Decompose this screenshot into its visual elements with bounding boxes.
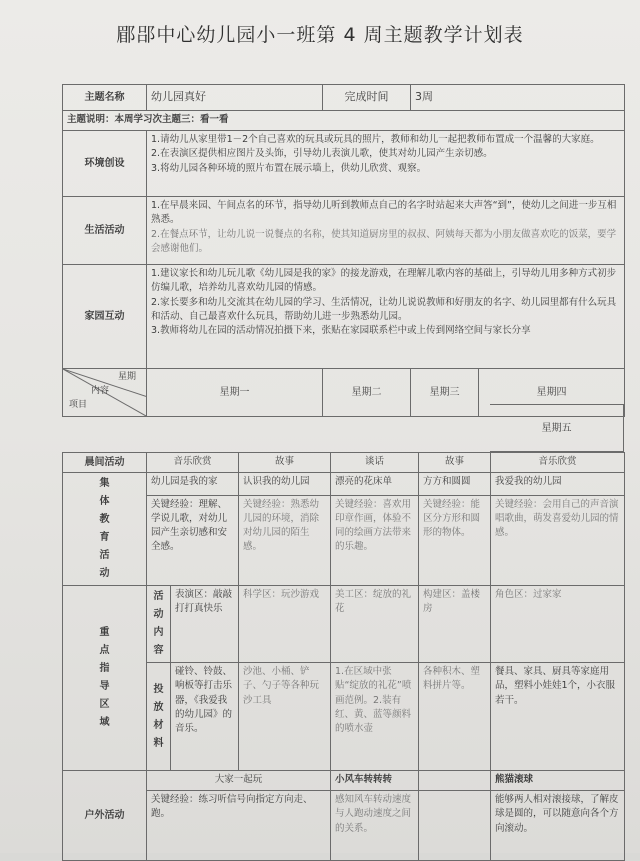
morning-fri: 音乐欣赏 bbox=[491, 453, 625, 473]
group-body-tue: 关键经验：熟悉幼儿园的环境，消除对幼儿园的陌生感。 bbox=[239, 495, 331, 585]
weekday-tuesday: 星期二 bbox=[323, 369, 411, 417]
plan-table bbox=[62, 84, 625, 417]
zone-content-wed: 美工区：绽放的礼花 bbox=[331, 586, 419, 663]
focus-zone-label: 重 点 指 导 区 域 bbox=[63, 586, 147, 771]
outdoor-body-wed: 感知风车转动速度与人跑动速度之间的关系。 bbox=[331, 791, 419, 861]
group-title-tue: 认识我的幼儿园 bbox=[239, 473, 331, 496]
content-sub-label: 活 动 内 容 bbox=[147, 586, 171, 663]
outdoor-title-wed: 小风车转转转 bbox=[331, 771, 419, 791]
outdoor-body-fri: 能够两人相对滚接球，了解皮球是圆的，可以随意向各个方向滚动。 bbox=[491, 791, 625, 861]
env-line: 2.在表演区提供相应图片及头饰，引导幼儿表演儿歌，使其对幼儿园产生亲切感。 bbox=[151, 148, 493, 160]
weekday-thursday: 星期四 bbox=[479, 369, 625, 417]
env-row bbox=[63, 131, 625, 197]
zone-content-thu: 构建区：盖楼房 bbox=[419, 586, 491, 663]
zone-material-mon: 碰铃、铃鼓、响板等打击乐器，《我爱我的幼儿园》的音乐。 bbox=[171, 663, 239, 771]
outdoor-title-row bbox=[63, 771, 625, 791]
morning-tue: 故事 bbox=[239, 453, 331, 473]
zone-material-tue: 沙池、小桶、铲子、勺子等各种玩沙工具 bbox=[239, 663, 331, 771]
zone-content-row bbox=[63, 586, 625, 663]
home-line: 2.家长要多和幼儿交流其在幼儿园的学习、生活情况，让幼儿说说教师和好朋友的名字、幼儿园里都有什么玩具和活动、自己最喜欢什么玩具，帮助幼儿进一步熟悉幼儿园。 bbox=[151, 296, 617, 322]
env-content bbox=[147, 131, 625, 197]
weekday-monday: 星期一 bbox=[147, 369, 323, 417]
life-line: 2.在餐点环节，让幼儿说一说餐点的名称，使其知道厨房里的叔叔、阿姨每天都为小朋友做喜欢吃的饭菜，要学会感谢他们。 bbox=[151, 228, 617, 254]
morning-label: 晨间活动 bbox=[63, 453, 147, 473]
life-row bbox=[63, 197, 625, 265]
outdoor-title-fri: 熊猫滚球 bbox=[491, 771, 625, 791]
outdoor-body-mon: 关键经验：练习听信号向指定方向走、跑。 bbox=[147, 791, 331, 861]
group-body-row bbox=[63, 495, 625, 585]
outdoor-body-row bbox=[63, 791, 625, 861]
diag-content-label: 内容 bbox=[91, 386, 110, 396]
group-title-mon: 幼儿园是我的家 bbox=[147, 473, 239, 496]
theme-desc-row bbox=[63, 111, 625, 131]
group-body-mon: 关键经验：理解、学说儿歌，对幼儿园产生亲切感和安全感。 bbox=[147, 495, 239, 585]
zone-content-tue: 科学区：玩沙游戏 bbox=[239, 586, 331, 663]
outdoor-label: 户外活动 bbox=[63, 771, 147, 861]
theme-name: 幼儿园真好 bbox=[147, 85, 323, 111]
group-title-row bbox=[63, 473, 625, 496]
zone-material-thu: 各种积木、塑料拼片等。 bbox=[419, 663, 491, 771]
home-line: 3.教师将幼儿在园的活动情况拍摄下来，张贴在家园联系栏中或上传到网络空间与家长分享 bbox=[151, 325, 531, 336]
morning-mon: 音乐欣赏 bbox=[147, 453, 239, 473]
schedule-table bbox=[62, 452, 625, 861]
morning-thu: 故事 bbox=[419, 453, 491, 473]
outdoor-title-mon: 大家一起玩 bbox=[147, 771, 331, 791]
theme-name-label: 主题名称 bbox=[63, 85, 147, 111]
env-line: 1.请幼儿从家里带1－2个自己喜欢的玩具或玩具的照片，教师和幼儿一起把教师布置成一个温馨的大家庭。 bbox=[151, 134, 600, 145]
zone-content-mon: 表演区：敲敲打打真快乐 bbox=[171, 586, 239, 663]
group-activity-label: 集 体 教 育 活 动 bbox=[63, 473, 147, 586]
page-title: 郿郘中心幼儿园小一班第 4 周主题教学计划表 bbox=[116, 24, 524, 46]
theme-row bbox=[63, 85, 625, 111]
zone-material-row bbox=[63, 663, 625, 771]
group-body-wed: 关键经验：喜欢用印章作画，体验不同的绘画方法带来的乐趣。 bbox=[331, 495, 419, 585]
home-row bbox=[63, 265, 625, 369]
group-body-thu: 关键经验：能区分方形和圆形的物体。 bbox=[419, 495, 491, 585]
outdoor-title-thu bbox=[419, 771, 491, 791]
zone-content-fri: 角色区：过家家 bbox=[491, 586, 625, 663]
env-line: 3.将幼儿园各种环境的照片布置在展示墙上，供幼儿欣赏、观察。 bbox=[151, 162, 427, 174]
home-label: 家园互动 bbox=[63, 265, 147, 369]
outdoor-body-thu bbox=[419, 791, 491, 861]
completion-time: 3周 bbox=[411, 85, 625, 111]
home-line: 1.建议家长和幼儿玩儿歌《幼儿园是我的家》的接龙游戏，在理解儿歌内容的基础上，引导幼儿用多种方式初步仿编儿歌，培养幼儿喜欢幼儿园的情感。 bbox=[151, 268, 617, 294]
life-content bbox=[147, 197, 625, 265]
weekday-wednesday: 星期三 bbox=[411, 369, 479, 417]
theme-description: 主题说明：本周学习次主题三：看一看 bbox=[63, 111, 625, 131]
weekday-friday: 星期五 bbox=[490, 404, 624, 452]
completion-time-label: 完成时间 bbox=[323, 85, 411, 111]
env-label: 环境创设 bbox=[63, 131, 147, 197]
material-sub-label: 投 放 材 料 bbox=[147, 663, 171, 771]
life-label: 生活活动 bbox=[63, 197, 147, 265]
life-line: 1.在早晨来园、午间点名的环节，指导幼儿听到教师点自己的名字时站起来大声答“到”，使幼儿之间进一步互相熟悉。 bbox=[151, 200, 617, 226]
home-content bbox=[147, 265, 625, 369]
diag-week-label: 星期 bbox=[117, 372, 136, 382]
morning-row bbox=[63, 453, 625, 473]
diag-item-label: 项目 bbox=[69, 400, 88, 410]
morning-wed: 谈话 bbox=[331, 453, 419, 473]
group-body-fri: 关键经验：会用自己的声音演唱歌曲，萌发喜爱幼儿园的情感。 bbox=[491, 495, 625, 585]
group-title-wed: 漂亮的花床单 bbox=[331, 473, 419, 496]
diagonal-header-cell bbox=[63, 369, 147, 417]
zone-material-fri: 餐具、家具、厨具等家庭用品，塑料小娃娃1个，小衣服若干。 bbox=[491, 663, 625, 771]
group-title-fri: 我爱我的幼儿园 bbox=[491, 473, 625, 496]
group-title-thu: 方方和圆圆 bbox=[419, 473, 491, 496]
zone-material-wed: 1.在区域中张贴“绽放的礼花”喷画范例。2.装有红、黄、蓝等颜料的喷水壶 bbox=[331, 663, 419, 771]
